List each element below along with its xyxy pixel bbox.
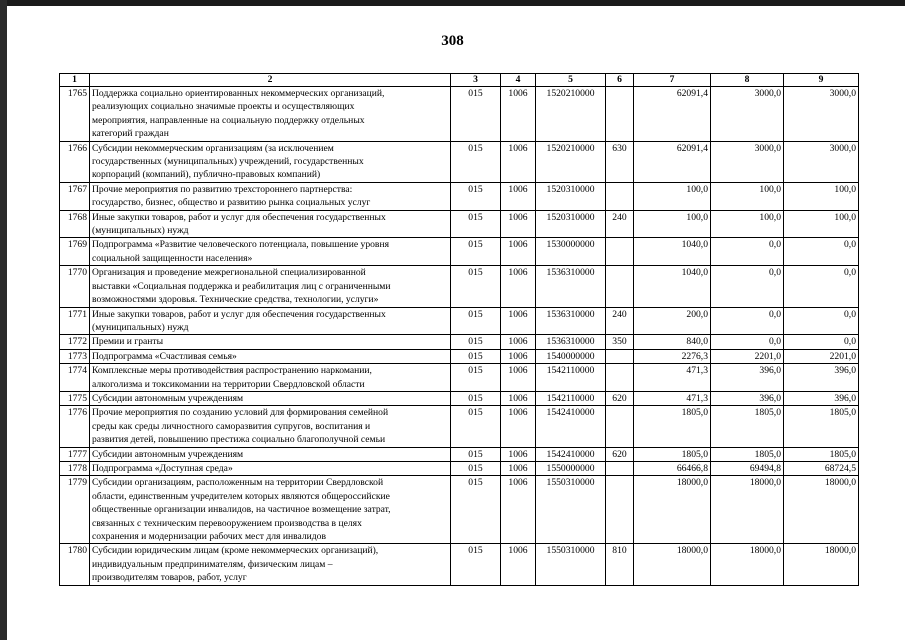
expense-type-code: 620: [606, 447, 634, 461]
row-description: [90, 87, 451, 142]
amount-col-8: 396,0: [711, 364, 784, 392]
target-article-code: 1550310000: [536, 544, 606, 585]
target-article-code: 1536310000: [536, 335, 606, 349]
amount-col-9: 0,0: [784, 307, 859, 335]
expense-type-code: [606, 266, 634, 307]
description-line: реализующих социально значимые проекты и осуществляющих: [92, 101, 355, 113]
row-number: 1779: [60, 476, 90, 544]
section-code: 1006: [501, 87, 536, 142]
ministry-code: 015: [451, 266, 501, 307]
table-row: [60, 349, 859, 363]
row-number: 1773: [60, 349, 90, 363]
amount-col-9: 396,0: [784, 364, 859, 392]
target-article-code: 1530000000: [536, 238, 606, 266]
expense-type-code: [606, 461, 634, 475]
description-line: Премии и гранты: [92, 336, 164, 348]
description-line: Подпрограмма «Счастливая семья»: [92, 350, 237, 362]
amount-col-8: 1805,0: [711, 447, 784, 461]
amount-col-9: 18000,0: [784, 544, 859, 585]
section-code: 1006: [501, 238, 536, 266]
row-description: [90, 364, 451, 392]
row-number: 1780: [60, 544, 90, 585]
header-col-9: 9: [784, 74, 859, 87]
amount-col-8: 69494,8: [711, 461, 784, 475]
header-col-6: 6: [606, 74, 634, 87]
amount-col-7: 1805,0: [634, 447, 711, 461]
section-code: 1006: [501, 461, 536, 475]
amount-col-7: 200,0: [634, 307, 711, 335]
header-col-3: 3: [451, 74, 501, 87]
ministry-code: 015: [451, 349, 501, 363]
amount-col-8: 0,0: [711, 307, 784, 335]
amount-col-7: 840,0: [634, 335, 711, 349]
amount-col-7: 62091,4: [634, 87, 711, 142]
table-row: [60, 210, 859, 238]
ministry-code: 015: [451, 544, 501, 585]
row-number: 1772: [60, 335, 90, 349]
target-article-code: 1540000000: [536, 349, 606, 363]
row-number: 1774: [60, 364, 90, 392]
expense-type-code: [606, 238, 634, 266]
target-article-code: 1542110000: [536, 391, 606, 405]
ministry-code: 015: [451, 391, 501, 405]
target-article-code: 1542410000: [536, 447, 606, 461]
description-line: Субсидии некоммерческим организациям (за исключением: [92, 142, 334, 154]
expense-type-code: 620: [606, 391, 634, 405]
table-row: [60, 406, 859, 447]
table-row: [60, 87, 859, 142]
section-code: 1006: [501, 335, 536, 349]
description-line: Субсидии организациям, расположенным на территории Свердловской: [92, 477, 384, 489]
description-line: Поддержка социально ориентированных некоммерческих организаций,: [92, 88, 385, 99]
description-line: области, единственным учредителем которых являются общероссийские: [92, 490, 390, 502]
section-code: 1006: [501, 447, 536, 461]
description-line: Субсидии автономным учреждениям: [92, 392, 244, 404]
table-row: [60, 476, 859, 544]
amount-col-7: 2276,3: [634, 349, 711, 363]
header-col-2: 2: [90, 74, 451, 87]
ministry-code: 015: [451, 461, 501, 475]
description-line: алкоголизма и токсикомании на территории Свердловской области: [92, 378, 365, 390]
row-number: 1778: [60, 461, 90, 475]
ministry-code: 015: [451, 238, 501, 266]
description-line: Прочие мероприятия по развитию трехстороннего партнерства:: [92, 183, 353, 195]
amount-col-7: 100,0: [634, 182, 711, 210]
description-line: Подпрограмма «Развитие человеческого потенциала, повышение уровня: [92, 239, 389, 251]
description-line: государство, бизнес, общество и развитию рынка социальных услуг: [92, 197, 371, 209]
ministry-code: 015: [451, 406, 501, 447]
row-description: [90, 141, 451, 182]
row-description: [90, 266, 451, 307]
header-col-5: 5: [536, 74, 606, 87]
row-description: [90, 406, 451, 447]
target-article-code: 1520210000: [536, 87, 606, 142]
row-description: [90, 391, 451, 405]
amount-col-9: 3000,0: [784, 141, 859, 182]
row-number: 1770: [60, 266, 90, 307]
scan-edge-top: [0, 0, 905, 6]
amount-col-7: 1805,0: [634, 406, 711, 447]
page-number: 308: [441, 33, 464, 49]
amount-col-9: 18000,0: [784, 476, 859, 544]
description-line: возможностями здоровья. Технические средства, технологии, услуги»: [92, 294, 379, 306]
amount-col-8: 0,0: [711, 238, 784, 266]
row-number: 1775: [60, 391, 90, 405]
header-col-1: 1: [60, 74, 90, 87]
description-line: Подпрограмма «Доступная среда»: [92, 462, 233, 474]
expense-type-code: [606, 182, 634, 210]
amount-col-8: 1805,0: [711, 406, 784, 447]
description-line: социальной защищенности населения»: [92, 252, 253, 264]
header-col-8: 8: [711, 74, 784, 87]
amount-col-8: 3000,0: [711, 87, 784, 142]
expense-type-code: [606, 476, 634, 544]
expense-type-code: 810: [606, 544, 634, 585]
expense-type-code: [606, 406, 634, 447]
row-number: 1776: [60, 406, 90, 447]
amount-col-7: 1040,0: [634, 266, 711, 307]
amount-col-9: 68724,5: [784, 461, 859, 475]
amount-col-8: 18000,0: [711, 476, 784, 544]
row-description: [90, 335, 451, 349]
amount-col-8: 100,0: [711, 210, 784, 238]
amount-col-8: 18000,0: [711, 544, 784, 585]
table-row: [60, 238, 859, 266]
amount-col-7: 62091,4: [634, 141, 711, 182]
description-line: Субсидии автономным учреждениям: [92, 448, 244, 460]
amount-col-9: 396,0: [784, 391, 859, 405]
row-description: [90, 307, 451, 335]
row-number: 1768: [60, 210, 90, 238]
target-article-code: 1542110000: [536, 364, 606, 392]
description-line: сохранения и модернизации рабочих мест для инвалидов: [92, 531, 326, 542]
amount-col-9: 100,0: [784, 210, 859, 238]
row-number: 1766: [60, 141, 90, 182]
table-row: [60, 447, 859, 461]
amount-col-9: 0,0: [784, 335, 859, 349]
amount-col-8: 396,0: [711, 391, 784, 405]
section-code: 1006: [501, 266, 536, 307]
header-col-4: 4: [501, 74, 536, 87]
section-code: 1006: [501, 391, 536, 405]
section-code: 1006: [501, 141, 536, 182]
amount-col-9: 3000,0: [784, 87, 859, 142]
description-line: Иные закупки товаров, работ и услуг для обеспечения государственных: [92, 211, 386, 223]
amount-col-8: 100,0: [711, 182, 784, 210]
amount-col-9: 0,0: [784, 266, 859, 307]
expense-type-code: 630: [606, 141, 634, 182]
section-code: 1006: [501, 406, 536, 447]
row-description: [90, 461, 451, 475]
amount-col-7: 1040,0: [634, 238, 711, 266]
table-row: [60, 544, 859, 585]
table-row: [60, 141, 859, 182]
section-code: 1006: [501, 349, 536, 363]
ministry-code: 015: [451, 447, 501, 461]
ministry-code: 015: [451, 87, 501, 142]
table-row: [60, 335, 859, 349]
target-article-code: 1520310000: [536, 182, 606, 210]
amount-col-9: 2201,0: [784, 349, 859, 363]
ministry-code: 015: [451, 335, 501, 349]
budget-table: [59, 73, 859, 586]
amount-col-8: 0,0: [711, 335, 784, 349]
target-article-code: 1536310000: [536, 307, 606, 335]
ministry-code: 015: [451, 210, 501, 238]
description-line: Комплексные меры противодействия распространению наркомании,: [92, 365, 372, 377]
target-article-code: 1550310000: [536, 476, 606, 544]
description-line: корпораций (компаний), публично-правовых компаний): [92, 169, 321, 181]
row-number: 1767: [60, 182, 90, 210]
description-line: Прочие мероприятия по созданию условий для формирования семейной: [92, 407, 389, 419]
amount-col-8: 0,0: [711, 266, 784, 307]
table-row: [60, 307, 859, 335]
target-article-code: 1536310000: [536, 266, 606, 307]
amount-col-7: 18000,0: [634, 544, 711, 585]
expense-type-code: [606, 349, 634, 363]
description-line: (муниципальных) нужд: [92, 321, 189, 333]
amount-col-7: 471,3: [634, 364, 711, 392]
table-body: [60, 87, 859, 586]
table-row: [60, 461, 859, 475]
amount-col-9: 100,0: [784, 182, 859, 210]
row-description: [90, 349, 451, 363]
description-line: (муниципальных) нужд: [92, 225, 189, 237]
description-line: Организация и проведение межрегиональной специализированной: [92, 267, 366, 279]
description-line: государственных (муниципальных) учреждений, государственных: [92, 156, 364, 168]
header-row: [60, 74, 859, 87]
row-number: 1771: [60, 307, 90, 335]
description-line: связанных с техническим перевооружением производства в целях: [92, 517, 362, 529]
description-line: производителям товаров, работ, услуг: [92, 572, 247, 584]
description-line: Субсидии юридическим лицам (кроме некоммерческих организаций),: [92, 545, 379, 557]
description-line: развития детей, повышению престижа социально благополучной семьи: [92, 434, 386, 446]
expense-type-code: 350: [606, 335, 634, 349]
ministry-code: 015: [451, 141, 501, 182]
amount-col-7: 100,0: [634, 210, 711, 238]
section-code: 1006: [501, 307, 536, 335]
section-code: 1006: [501, 544, 536, 585]
amount-col-7: 66466,8: [634, 461, 711, 475]
scan-edge-left: [0, 0, 7, 640]
section-code: 1006: [501, 182, 536, 210]
target-article-code: 1520210000: [536, 141, 606, 182]
table-row: [60, 266, 859, 307]
description-line: категорий граждан: [92, 128, 169, 140]
row-number: 1769: [60, 238, 90, 266]
amount-col-9: 1805,0: [784, 447, 859, 461]
section-code: 1006: [501, 476, 536, 544]
amount-col-7: 471,3: [634, 391, 711, 405]
section-code: 1006: [501, 210, 536, 238]
expense-type-code: [606, 87, 634, 142]
row-description: [90, 476, 451, 544]
expense-type-code: 240: [606, 307, 634, 335]
description-line: Иные закупки товаров, работ и услуг для обеспечения государственных: [92, 308, 386, 320]
row-description: [90, 238, 451, 266]
row-number: 1777: [60, 447, 90, 461]
amount-col-8: 3000,0: [711, 141, 784, 182]
expense-type-code: 240: [606, 210, 634, 238]
expense-type-code: [606, 364, 634, 392]
amount-col-9: 1805,0: [784, 406, 859, 447]
ministry-code: 015: [451, 182, 501, 210]
row-description: [90, 544, 451, 585]
ministry-code: 015: [451, 364, 501, 392]
row-description: [90, 210, 451, 238]
description-line: выставки «Социальная поддержка и реабилитация лиц с ограниченными: [92, 280, 391, 292]
row-description: [90, 447, 451, 461]
table-row: [60, 364, 859, 392]
ministry-code: 015: [451, 307, 501, 335]
table-row: [60, 391, 859, 405]
target-article-code: 1550000000: [536, 461, 606, 475]
header-col-7: 7: [634, 74, 711, 87]
target-article-code: 1520310000: [536, 210, 606, 238]
description-line: общественные организации инвалидов, на частичное возмещение затрат,: [92, 504, 391, 516]
amount-col-7: 18000,0: [634, 476, 711, 544]
description-line: индивидуальным предпринимателям, физическим лицам –: [92, 558, 333, 570]
ministry-code: 015: [451, 476, 501, 544]
description-line: среды как среды личностного саморазвития супругов, воспитания и: [92, 420, 371, 432]
row-description: [90, 182, 451, 210]
section-code: 1006: [501, 364, 536, 392]
amount-col-9: 0,0: [784, 238, 859, 266]
table-row: [60, 182, 859, 210]
row-number: 1765: [60, 87, 90, 142]
description-line: мероприятия, направленные на социальную поддержку отдельных: [92, 114, 365, 126]
target-article-code: 1542410000: [536, 406, 606, 447]
amount-col-8: 2201,0: [711, 349, 784, 363]
